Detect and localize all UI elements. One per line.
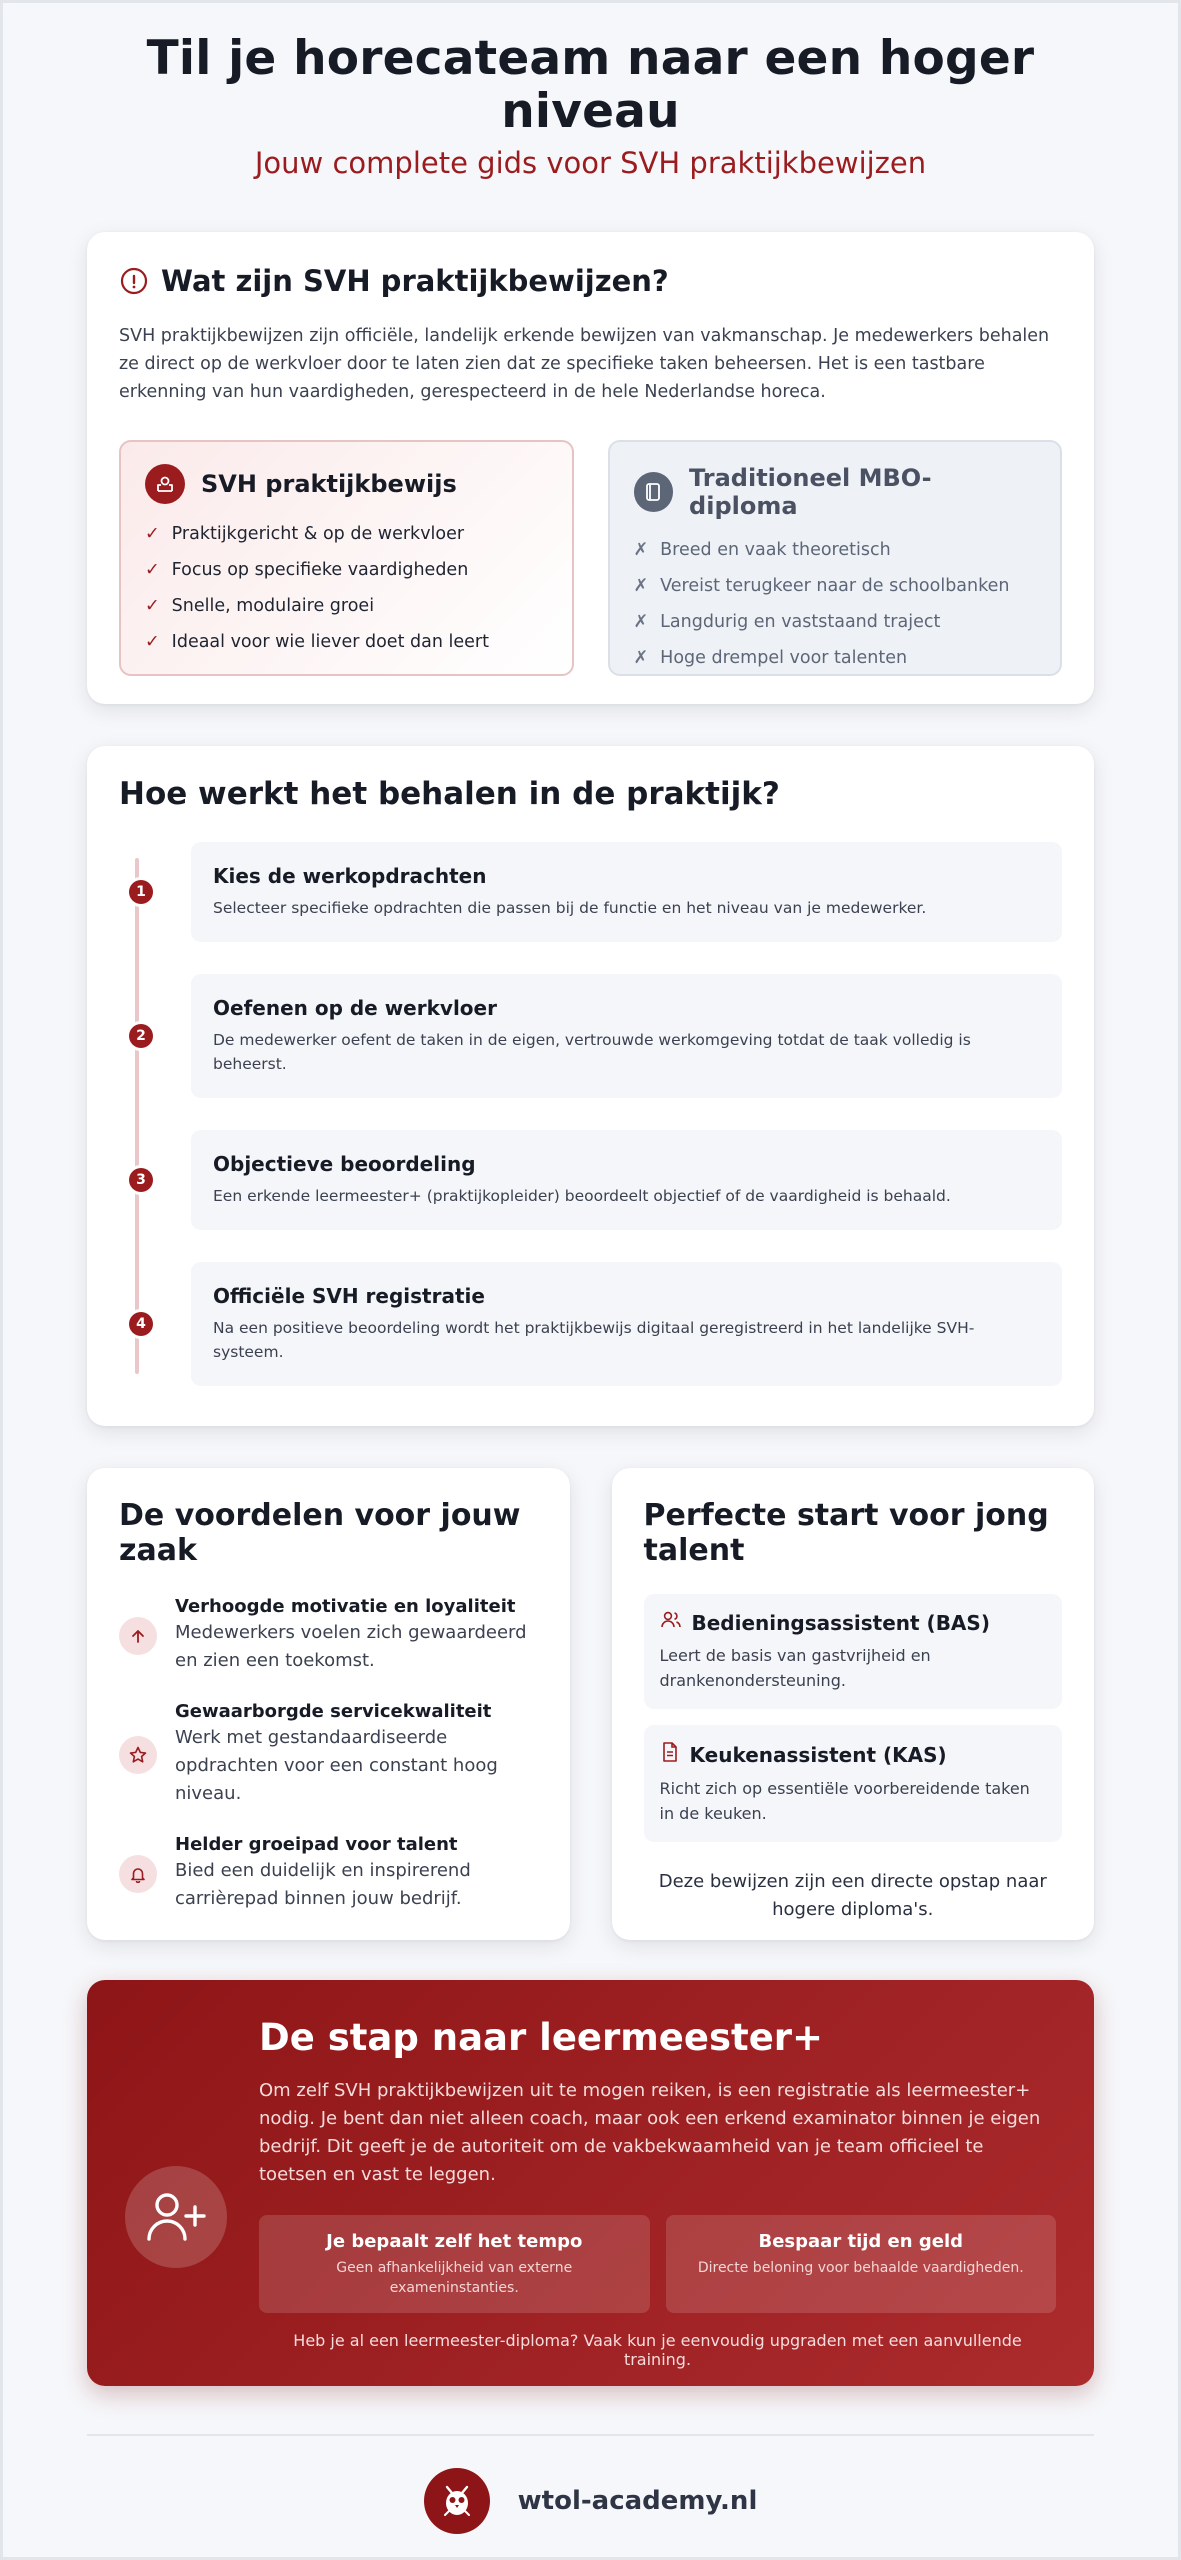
page bbox=[87, 0, 1094, 2534]
benefit-text: Werk met gestandaardiseerde opdrachten voor een constant hoog niveau. bbox=[175, 1727, 498, 1805]
page-subtitle: Jouw complete gids voor SVH praktijkbewijzen bbox=[254, 146, 927, 181]
document-icon bbox=[660, 1741, 680, 1768]
arrow-up-icon bbox=[119, 1617, 157, 1655]
cross-icon: ✗ bbox=[633, 576, 649, 597]
list-item: ✓ Snelle, modulaire groei bbox=[145, 588, 548, 624]
cross-icon: ✗ bbox=[633, 648, 649, 669]
cta-boxes bbox=[259, 2215, 1056, 2313]
step-text: De medewerker oefent de taken in de eigen, vertrouwde werkomgeving totdat de taak volledig is beheerst. bbox=[213, 1031, 971, 1074]
check-icon: ✓ bbox=[145, 596, 160, 617]
list-item: ✗ Breed en vaak theoretisch bbox=[634, 532, 1037, 568]
page-title: Til je horecateam naar een hoger niveau bbox=[146, 31, 1035, 140]
mbo-box-header bbox=[634, 464, 1037, 520]
talent-card bbox=[612, 1468, 1095, 1940]
two-column-section bbox=[87, 1468, 1094, 1940]
step-number: 2 bbox=[129, 1024, 153, 1048]
svh-box-header bbox=[145, 464, 548, 504]
benefit-item bbox=[119, 1701, 538, 1808]
benefit-title: Verhoogde motivatie en loyaliteit bbox=[175, 1596, 516, 1618]
svh-box-title: SVH praktijkbewijs bbox=[201, 470, 457, 499]
leermeester-cta bbox=[87, 1980, 1094, 2386]
step-title: Officiële SVH registratie bbox=[213, 1284, 485, 1309]
step-text: Een erkende leermeester+ (praktijkopleider) beoordeelt objectief of de vaardigheid is behaald. bbox=[213, 1187, 951, 1206]
footer bbox=[87, 2468, 1094, 2534]
what-heading bbox=[119, 264, 1062, 298]
footer-brand-link[interactable]: wtol-academy.nl bbox=[517, 2486, 758, 2517]
user-plus-icon bbox=[125, 2166, 227, 2268]
cross-icon: ✗ bbox=[633, 612, 649, 633]
talent-item bbox=[644, 1594, 1063, 1709]
step-card bbox=[136, 1262, 1062, 1386]
talent-text: Leert de basis van gastvrijheid en drankenondersteuning. bbox=[659, 1646, 931, 1691]
cta-box-title: Bespaar tijd en geld bbox=[758, 2231, 963, 2253]
cta-benefit-box bbox=[259, 2215, 650, 2313]
cta-body bbox=[259, 2016, 1056, 2386]
talent-title: Keukenassistent (KAS) bbox=[689, 1742, 947, 1767]
step-card bbox=[136, 842, 1062, 942]
benefits-heading: De voordelen voor jouw zaak bbox=[119, 1498, 521, 1569]
hero bbox=[87, 32, 1094, 180]
step-card bbox=[136, 974, 1062, 1098]
cta-note: Heb je al een leermeester-diploma? Vaak kun je eenvoudig upgraden met een aanvullende training. bbox=[293, 2331, 1022, 2370]
benefit-title: Gewaarborgde servicekwaliteit bbox=[175, 1701, 492, 1723]
step-number: 1 bbox=[129, 880, 153, 904]
cta-box-text: Directe beloning voor behaalde vaardigheden. bbox=[697, 2260, 1024, 2277]
footer-divider bbox=[87, 2434, 1094, 2436]
list-item: ✗ Hoge drempel voor talenten bbox=[634, 640, 1037, 676]
comparison bbox=[119, 440, 1062, 676]
step-text: Selecteer specifieke opdrachten die passen bij de functie en het niveau van je medewerker. bbox=[213, 899, 927, 918]
talent-title: Bedieningsassistent (BAS) bbox=[691, 1610, 990, 1635]
what-card bbox=[87, 232, 1094, 704]
step-text: Na een positieve beoordeling wordt het praktijkbewijs digitaal geregistreerd in het landelijke SVH-systeem. bbox=[213, 1319, 975, 1362]
list-item: ✗ Langdurig en vaststaand traject bbox=[634, 604, 1037, 640]
step-title: Oefenen op de werkvloer bbox=[213, 996, 497, 1021]
benefit-item bbox=[119, 1596, 538, 1675]
cta-box-text: Geen afhankelijkheid van externe exameninstanties. bbox=[336, 2260, 573, 2297]
talent-text: Richt zich op essentiële voorbereidende taken in de keuken. bbox=[659, 1779, 1030, 1824]
list-item: ✗ Vereist terugkeer naar de schoolbanken bbox=[634, 568, 1037, 604]
owl-logo-icon[interactable] bbox=[424, 2468, 490, 2534]
what-heading-text: Wat zijn SVH praktijkbewijzen? bbox=[161, 264, 669, 299]
list-item: ✓ Ideaal voor wie liever doet dan leert bbox=[145, 624, 548, 660]
step-title: Objectieve beoordeling bbox=[213, 1152, 476, 1177]
mbo-box-title: Traditioneel MBO-diploma bbox=[689, 464, 932, 521]
bell-icon bbox=[119, 1855, 157, 1893]
step-number: 4 bbox=[129, 1312, 153, 1336]
how-heading: Hoe werkt het behalen in de praktijk? bbox=[119, 776, 780, 813]
cta-lead: Om zelf SVH praktijkbewijzen uit te mogen reiken, is een registratie als leermeester+ nodig. Je bent dan niet alleen coach, maar ook een erkend examinator binnen je eigen bedrijf. Dit geeft je de autoriteit om de vakbekwaamheid van je team officieel te toetsen en vast te leggen. bbox=[259, 2080, 1041, 2186]
step-title: Kies de werkopdrachten bbox=[213, 864, 487, 889]
cross-icon: ✗ bbox=[633, 540, 649, 561]
cta-box-title: Je bepaalt zelf het tempo bbox=[326, 2231, 583, 2253]
check-icon: ✓ bbox=[145, 560, 160, 581]
steps-timeline bbox=[119, 842, 1062, 1386]
mbo-list bbox=[634, 532, 1037, 676]
step-number: 3 bbox=[129, 1168, 153, 1192]
timeline-line bbox=[135, 858, 139, 1374]
benefit-title: Helder groeipad voor talent bbox=[175, 1834, 458, 1856]
how-card bbox=[87, 746, 1094, 1426]
users-icon bbox=[660, 1610, 682, 1635]
check-icon: ✓ bbox=[145, 524, 160, 545]
talent-item bbox=[644, 1725, 1063, 1842]
info-icon bbox=[119, 266, 149, 296]
svh-list bbox=[145, 516, 548, 660]
list-item: ✓ Focus op specifieke vaardigheden bbox=[145, 552, 548, 588]
mbo-box bbox=[608, 440, 1063, 676]
benefits-card bbox=[87, 1468, 570, 1940]
certificate-icon bbox=[145, 464, 185, 504]
list-item: ✓ Praktijkgericht & op de werkvloer bbox=[145, 516, 548, 552]
svh-box bbox=[119, 440, 574, 676]
step-card bbox=[136, 1130, 1062, 1230]
cta-heading: De stap naar leermeester+ bbox=[259, 2016, 824, 2060]
check-icon: ✓ bbox=[145, 632, 160, 653]
cta-benefit-box bbox=[666, 2215, 1057, 2313]
what-intro: SVH praktijkbewijzen zijn officiële, landelijk erkende bewijzen van vakmanschap. Je medewerkers behalen ze direct op de werkvloer door te laten zien dat ze specifieke taken beheersen. Het is een tastbare erkenning van hun vaardigheden, gerespecteerd in de hele Nederlandse horeca. bbox=[119, 326, 1050, 403]
talent-heading: Perfecte start voor jong talent bbox=[643, 1498, 1049, 1569]
benefit-text: Medewerkers voelen zich gewaardeerd en zien een toekomst. bbox=[175, 1622, 527, 1672]
benefit-text: Bied een duidelijk en inspirerend carrièrepad binnen jouw bedrijf. bbox=[175, 1860, 471, 1910]
book-icon bbox=[634, 472, 674, 512]
star-icon bbox=[119, 1736, 157, 1774]
talent-note: Deze bewijzen zijn een directe opstap naar hogere diploma's. bbox=[658, 1871, 1047, 1921]
benefit-item bbox=[119, 1834, 538, 1913]
